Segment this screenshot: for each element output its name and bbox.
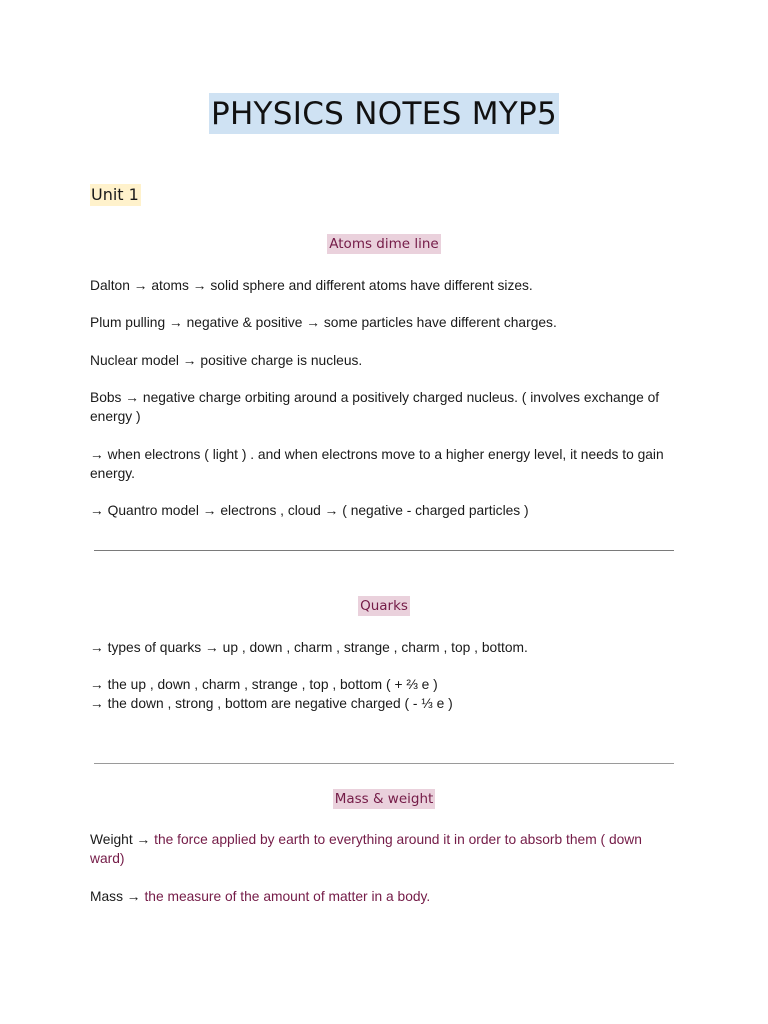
atoms-heading-container	[0, 234, 768, 254]
weight-definition	[90, 830, 678, 868]
quarks-para-positive: → the up , down , charm , strange , top , bottom ( + ⅔ e )	[90, 677, 438, 692]
atoms-para-quantro: → Quantro model → electrons , cloud → ( negative - charged particles )	[90, 503, 529, 518]
section-divider-1	[94, 550, 674, 551]
title-container	[0, 93, 768, 134]
unit-label: Unit 1	[91, 185, 139, 204]
atoms-para-dalton: Dalton → atoms → solid sphere and different atoms have different sizes.	[90, 278, 533, 293]
mass-definition-text: the measure of the amount of matter in a body.	[144, 889, 431, 904]
mass-weight-heading: Mass & weight	[334, 791, 434, 807]
atoms-heading: Atoms dime line	[329, 236, 439, 252]
mass-term: Mass →	[90, 889, 145, 904]
quarks-para-negative: → the down , strong , bottom are negative charged ( - ⅓ e )	[90, 696, 453, 711]
quarks-para-types: → types of quarks → up , down , charm , strange , charm , top , bottom.	[90, 640, 528, 655]
atoms-para-nuclear: Nuclear model → positive charge is nucleus.	[90, 353, 363, 368]
mass-definition	[90, 887, 678, 906]
quarks-heading: Quarks	[360, 598, 408, 614]
weight-term: Weight →	[90, 832, 155, 847]
page-title: PHYSICS NOTES MYP5	[209, 93, 559, 134]
section-divider-2	[94, 763, 674, 764]
atoms-para-plum: Plum pulling → negative & positive → some particles have different charges.	[90, 315, 557, 330]
atoms-para-electrons: → when electrons ( light ) . and when electrons move to a higher energy level, it needs to gain energy.	[90, 447, 664, 481]
atoms-para-bobs: Bobs → negative charge orbiting around a positively charged nucleus. ( involves exchange of energy )	[90, 390, 660, 424]
weight-definition-text: the force applied by earth to everything around it in order to absorb them ( down ward)	[90, 832, 642, 866]
quarks-heading-container	[0, 596, 768, 616]
mass-heading-container	[0, 789, 768, 809]
